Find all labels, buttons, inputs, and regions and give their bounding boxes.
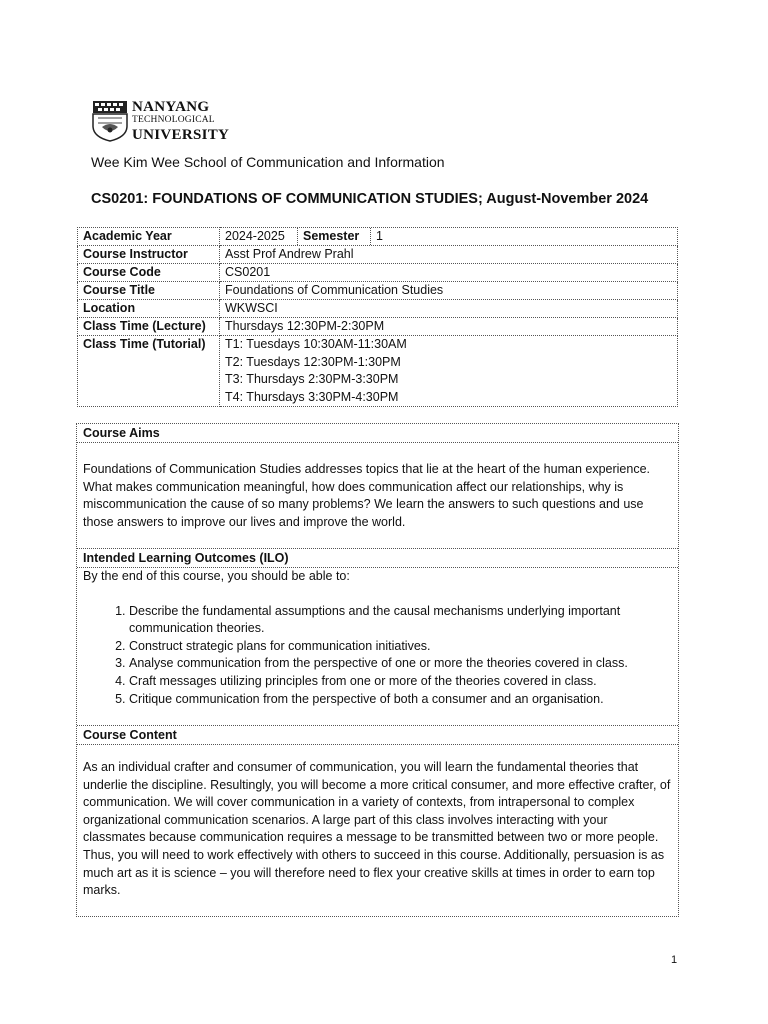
course-code-value: CS0201 [220, 264, 678, 282]
table-row [78, 246, 678, 264]
tutorial-time-label: Class Time (Tutorial) [78, 336, 220, 407]
tutorial-time-cell [220, 336, 678, 407]
academic-year-value: 2024-2025 [225, 228, 298, 245]
logo-wordmark [132, 100, 229, 143]
university-logo [92, 99, 230, 144]
page-number: 1 [671, 954, 678, 966]
table-row [78, 282, 678, 300]
course-info-table [77, 227, 678, 407]
ilo-intro: By the end of this course, you should be able to: [83, 569, 350, 583]
logo-line-2: TECHNOLOGICAL [132, 115, 215, 125]
ilo-list [77, 603, 678, 709]
tutorial-slot: T3: Thursdays 2:30PM-3:30PM [225, 372, 399, 386]
course-code-label: Course Code [78, 264, 220, 282]
logo-line-1: NANYANG [132, 99, 210, 115]
list-item: 5. Critique communication from the perspective of both a consumer and an organisation. [129, 691, 678, 709]
instructor-value: Asst Prof Andrew Prahl [220, 246, 678, 264]
table-row [78, 300, 678, 318]
table-row [78, 228, 678, 246]
lecture-time-value: Thursdays 12:30PM-2:30PM [220, 318, 678, 336]
course-aims-body: Foundations of Communication Studies addresses topics that lie at the heart of the human experience. What makes communication meaningful, how does communication affect our relationships, why is miscommunication the cause of so many problems? We learn the answers to such questions and use those answers to improve our lives and improve the world. [77, 443, 678, 549]
ilo-title: Intended Learning Outcomes (ILO) [77, 549, 678, 568]
ilo-section [77, 568, 678, 726]
academic-year-label: Academic Year [78, 228, 220, 246]
logo-line-3: UNIVERSITY [132, 127, 230, 143]
location-label: Location [78, 300, 220, 318]
list-item: 3. Analyse communication from the perspective of one or more the theories covered in class. [129, 655, 678, 673]
lecture-time-label: Class Time (Lecture) [78, 318, 220, 336]
university-crest-icon [92, 100, 128, 142]
course-aims-title: Course Aims [77, 424, 678, 443]
course-content-body: As an individual crafter and consumer of communication, you will learn the fundamental theories that underlie the discipline. Resultingly, you will become a more critical consumer, and more effective crafter, of communication. We will cover communication in a variety of contexts, from intrapersonal to complex organizational communication scenarios. A large part of this class involves interacting with your classmates because communication requires a message to be transmitted between two or more people. Thus, you will need to work effectively with others to succeed in this course. Additionally, persuasion is as much art as it is science – you will therefore need to flex your creative skills at times in order to earn top marks. [83, 760, 671, 898]
table-row [78, 336, 678, 407]
tutorial-slot: T1: Tuesdays 10:30AM-11:30AM [225, 337, 407, 351]
list-item: 2. Construct strategic plans for communication initiatives. [129, 638, 678, 656]
table-row [78, 318, 678, 336]
instructor-label: Course Instructor [78, 246, 220, 264]
tutorial-slot: T2: Tuesdays 12:30PM-1:30PM [225, 354, 401, 369]
location-value: WKWSCI [220, 300, 678, 318]
list-item: 4. Craft messages utilizing principles from one or more of the theories covered in class. [129, 673, 678, 691]
course-title-label: Course Title [78, 282, 220, 300]
academic-year-cell [220, 228, 678, 246]
tutorial-slot: T4: Thursdays 3:30PM-4:30PM [225, 389, 399, 404]
table-row [78, 264, 678, 282]
course-content-title: Course Content [77, 726, 678, 745]
school-name: Wee Kim Wee School of Communication and Information [91, 154, 445, 170]
course-heading: CS0201: FOUNDATIONS OF COMMUNICATION STUDIES; August-November 2024 [91, 191, 649, 207]
course-details-box [76, 423, 679, 917]
course-title-value: Foundations of Communication Studies [220, 282, 678, 300]
semester-value: 1 [376, 229, 383, 243]
list-item: 1. Describe the fundamental assumptions and the causal mechanisms underlying important communication theories. [129, 603, 678, 638]
semester-label: Semester [298, 228, 371, 245]
